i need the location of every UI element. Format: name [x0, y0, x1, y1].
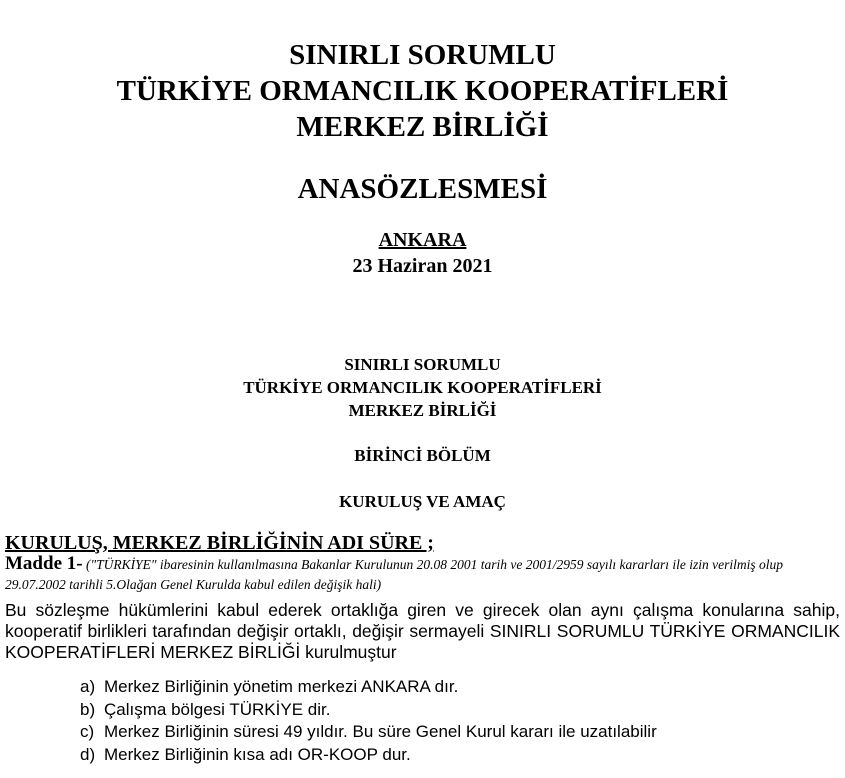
city: ANKARA — [378, 229, 467, 251]
title-line-1: SINIRLI SORUMLU — [289, 39, 556, 71]
title-line-3: MERKEZ BİRLİĞİ — [296, 111, 549, 143]
list-item — [80, 699, 657, 722]
article-1-header — [5, 554, 840, 595]
list-marker: d) — [80, 744, 96, 764]
part-title: KURULUŞ VE AMAÇ — [339, 492, 506, 511]
part-heading: BİRİNCİ BÖLÜM — [354, 446, 491, 465]
article-note: ("TÜRKİYE" ibaresinin kullanılmasına Bakanlar Kurulunun 20.08 2001 tarih ve 2001/2959 sayılı kararları ile izin verilmiş olup 29.07.2002 tarihli 5.Olağan Genel Kurulda kabul edilen değişik hali) — [5, 557, 784, 592]
subtitle-line-1: SINIRLI SORUMLU — [344, 355, 501, 374]
title-line-2: TÜRKİYE ORMANCILIK KOOPERATİFLERİ — [116, 75, 729, 107]
subtitle-line-2: TÜRKİYE ORMANCILIK KOOPERATİFLERİ — [243, 378, 602, 397]
subtitle-line-3: MERKEZ BİRLİĞİ — [348, 401, 497, 420]
section-heading: KURULUŞ, MERKEZ BİRLİĞİNİN ADI SÜRE ; — [5, 532, 434, 554]
article-body: Bu sözleşme hükümlerini kabul ederek ortaklığa giren ve girecek olan aynı çalışma konularına sahip, kooperatif birlikleri tarafından değişir ortaklı, değişir sermayeli SINIRLI SORUMLU TÜRKİYE ORMANCILIK KOOPERATİFLERİ MERKEZ BİRLİĞİ kurulmuştur — [5, 600, 840, 662]
list-marker: c) — [80, 722, 95, 741]
list-item-text: Çalışma bölgesi TÜRKİYE dir. — [104, 699, 331, 719]
document-type: ANASÖZLESMESİ — [297, 173, 548, 205]
list-item-text: Merkez Birliğinin kısa adı OR-KOOP dur. — [104, 744, 411, 764]
list-item — [80, 744, 657, 767]
list-item — [80, 721, 657, 744]
date: 23 Haziran 2021 — [352, 255, 493, 277]
list-item-text: Merkez Birliğinin yönetim merkezi ANKARA dır. — [104, 677, 459, 696]
list-marker: a) — [80, 677, 96, 696]
article-label: Madde 1- — [5, 553, 83, 574]
list-item — [80, 676, 657, 699]
list-marker: b) — [80, 699, 96, 719]
article-list — [80, 676, 657, 766]
list-item-text: Merkez Birliğinin süresi 49 yıldır. Bu süre Genel Kurul kararı ile uzatılabilir — [104, 722, 657, 741]
